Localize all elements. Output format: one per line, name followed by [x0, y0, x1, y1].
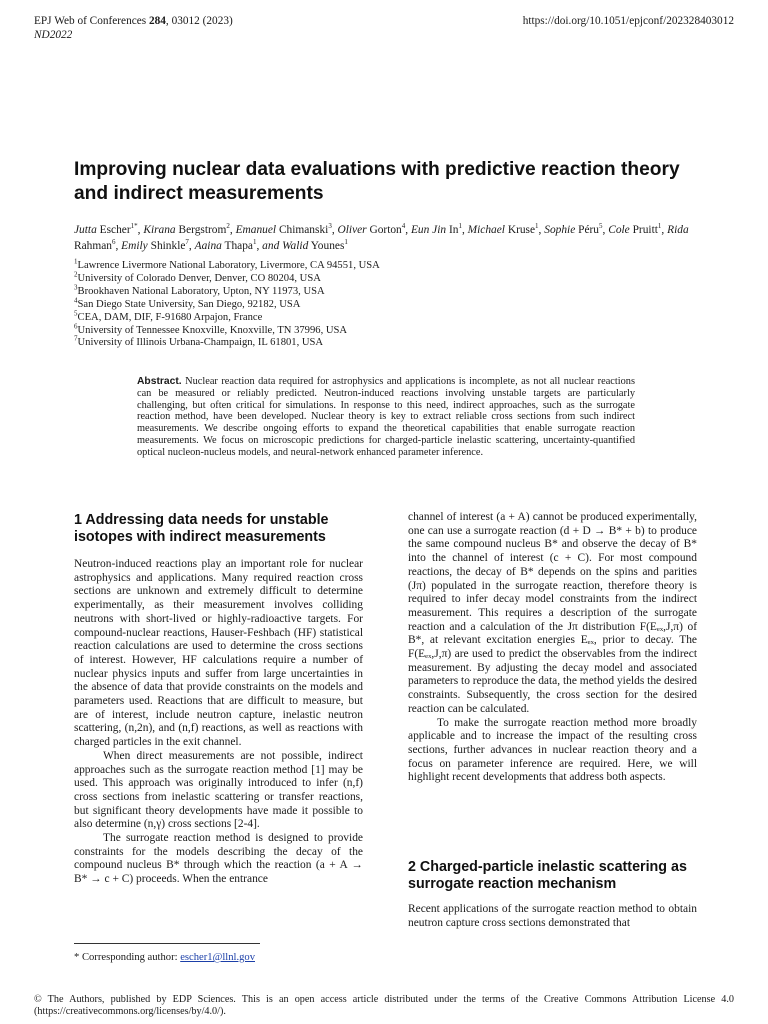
section-2-paragraph-1: Recent applications of the surrogate reaction method to obtain neutron capture cross sections demonstrated that: [408, 903, 697, 929]
abstract-label: Abstract.: [137, 376, 182, 387]
affiliation-number: 6: [74, 322, 78, 330]
abstract: [137, 376, 635, 458]
author: [411, 224, 462, 236]
author-family-name: Younes: [310, 239, 345, 252]
affiliation-text: Lawrence Livermore National Laboratory, Livermore, CA 94551, USA: [77, 260, 380, 271]
affiliation: [74, 322, 694, 338]
section-1-paragraph-2: When direct measurements are not possible, indirect approaches such as the surrogate reaction method [1] may be used. This approach was originally introduced to infer (n,f) cross sections from inelastic scattering or transfer reactions, but significant theory developments have made it possible to also determine (n,γ) cross sections [2-4].: [74, 749, 363, 831]
author-given-name: Rida: [667, 224, 689, 236]
affiliation: [74, 283, 694, 299]
author-family-name: Escher: [99, 224, 131, 236]
author-given-name: Eun Jin: [410, 224, 447, 236]
affiliation: [74, 270, 694, 286]
right-column-section-2: [408, 859, 697, 930]
journal-volume: 284: [148, 15, 166, 27]
affiliation-text: San Diego State University, San Diego, 92182, USA: [77, 298, 301, 310]
footnote-prefix: * Corresponding author:: [74, 952, 181, 963]
author-given-name: Emily: [121, 239, 148, 252]
author-affiliation-marker: 1*: [130, 222, 138, 231]
affiliation: [74, 296, 694, 312]
journal-suffix: , 03012 (2023): [165, 15, 233, 27]
author-given-name: Kirana: [143, 224, 176, 236]
author-affiliation-marker: 7: [185, 237, 189, 246]
author: [262, 237, 348, 252]
author: [194, 237, 257, 252]
author: [236, 224, 332, 236]
author: [143, 224, 230, 236]
author-affiliation-marker: 1: [458, 222, 462, 231]
affiliation-number: 5: [74, 309, 78, 318]
section-1-paragraph-4: channel of interest (a + A) cannot be produced experimentally, one can use a surrogate reaction (d + D → B* + b) to produce the same compound nucleus B* and observe the decay of B* into the channel of interest (c + C). For most compound reactions, the decay of B* depends on the spins and parities (Jπ) populated in the surrogate reaction, therefore theory is required to infer decay model constraints from the indirect measurement. This requires a description of the surrogate reaction and a calculation of the Jπ distribution F(Eₑₓ,J,π) of B*, at relevant excitation energies Eₑₓ, prior to decay. The F(Eₑₓ,J,π) are used to predict the observables from the indirect measurement. By adjusting the decay model and associated parameters to reproduce the data, the method yields the desired constraints. Subsequently, the cross section for the desired reaction can be calculated.: [408, 511, 698, 715]
author-affiliation-marker: 5: [599, 222, 603, 231]
author-given-name: Sophie: [544, 224, 576, 236]
author-family-name: In: [448, 224, 459, 236]
author-affiliation-marker: 1: [252, 237, 257, 246]
left-column: [74, 512, 363, 887]
affiliation-number: 3: [74, 283, 78, 292]
affiliation-text: Brookhaven National Laboratory, Upton, NY 11973, USA: [77, 285, 325, 297]
author: [74, 224, 138, 236]
author-given-name: Aaina: [194, 239, 222, 252]
author-family-name: Gorton: [369, 224, 402, 236]
license-notice: © The Authors, published by EDP Sciences. This is an open access article distributed under the terms of the Creative Commons Attribution License 4.0 (https://creativecommons.org/licenses/by/4.0/).: [34, 994, 734, 1018]
author-affiliation-marker: 3: [328, 222, 332, 231]
affiliation: [74, 309, 694, 325]
author-given-name: Oliver: [337, 224, 367, 236]
conference-name: ND2022: [34, 29, 73, 41]
author-given-name: and Walid: [262, 239, 309, 252]
affiliation: [74, 257, 694, 273]
affiliation: [74, 334, 694, 350]
author: [468, 224, 539, 236]
author-given-name: Emanuel: [235, 224, 277, 236]
affiliation-text: University of Tennessee Knoxville, Knoxville, TN 37996, USA: [77, 324, 348, 336]
author-family-name: Bergstrom: [178, 224, 227, 236]
author-family-name: Shinkle: [150, 239, 186, 252]
abstract-text: Nuclear reaction data required for astrophysics and applications is incomplete, as not all nuclear reactions can be measured or reliably predicted. Neutron-induced reactions involving unstable targets are particularly challenging, but often critical for simulations. In response to this need, indirect approaches, such as the surrogate reaction method, have been developed. Nuclear theory is key to extract reliable cross sections from such indirect measurements. We describe ongoing efforts to expand the theoretical capabilities that enable surrogate reaction measurements. We focus on microscopic predictions for charged-particle inelastic scattering, uncertainty-quantified optical nucleon-nucleus models, and neural-network enhanced parameter inference.: [137, 376, 635, 458]
author-affiliation-marker: 1: [344, 237, 348, 246]
author-affiliation-marker: 4: [401, 222, 406, 231]
section-1-paragraph-3: The surrogate reaction method is designed to provide constraints for the models describing the decay of the compound nucleus B* through which the reaction (a + A → B* → c + C) proceeds. When the entrance: [74, 832, 363, 886]
author-given-name: Michael: [467, 224, 505, 236]
author-family-name: Kruse: [507, 224, 536, 236]
section-1-paragraph-1: Neutron-induced reactions play an important role for nuclear astrophysics and applications. Many required reaction cross sections are unknown and extremely difficult to determine experimentally, as their measurement involves colliding neutrons with short-lived or highly-radioactive targets. For compound-nuclear reactions, Hauser-Feshbach (HF) statistical reaction calculations are used to determine the cross sections of interest. However, HF calculations require a number of nuclear physics inputs and suffer from large uncertainties in the absence of data that provide constraints on the models and parameters used. Reactions that are difficult to measure, but are of interest, include neutron capture, inelastic neutron scattering, (n,2n), and (n,f) reactions, as well as reactions with charged particles in the exit channel.: [74, 558, 363, 749]
affiliation-list: [74, 257, 694, 350]
doi-link[interactable]: https://doi.org/10.1051/epjconf/202328403012: [522, 15, 734, 27]
footnote: [74, 951, 255, 964]
author: [121, 237, 189, 252]
author-affiliation-marker: 1: [535, 222, 539, 231]
affiliation-number: 4: [74, 296, 78, 305]
author-family-name: Péru: [578, 224, 600, 236]
paper-title: Improving nuclear data evaluations with predictive reaction theory and indirect measurements: [74, 159, 680, 204]
author-list: Jutta Escher$^{1*}$, Kirana Bergstrom$^2$, Emanuel Chimanski$^3$, Oliver Gorton$^4$, Eun Jin In$^1$, Michael Kruse$^1$, Sophie Péru$^5$, Cole Pruitt$^1$, Rida Rahman$^6$, Emily Shinkle$^7$, Aaina Thapa$^1$, and Walid Younes$^1$: [74, 222, 689, 252]
author-given-name: Jutta: [74, 224, 97, 236]
affiliation-number: 7: [74, 334, 78, 343]
author-affiliation-marker: 6: [111, 237, 116, 246]
journal-prefix: EPJ Web of Conferences: [34, 15, 149, 27]
author-affiliation-marker: 2: [226, 222, 230, 231]
author-family-name: Chimanski: [278, 224, 329, 236]
author: [338, 224, 406, 236]
journal-citation: [34, 15, 233, 28]
right-column: [408, 511, 697, 785]
footnote-rule: [74, 943, 260, 944]
author: [608, 224, 661, 236]
section-1-paragraph-5: To make the surrogate reaction method more broadly applicable and to increase the impact of the resulting cross sections, further advances in nuclear reaction theory and a focus on parameter inference are required. Here, we will highlight recent developments that address both aspects.: [408, 716, 697, 784]
author-family-name: Pruitt: [632, 224, 658, 236]
affiliation-text: University of Illinois Urbana-Champaign, IL 61801, USA: [77, 337, 324, 349]
affiliation-text: University of Colorado Denver, Denver, CO 80204, USA: [77, 272, 321, 284]
author: [544, 224, 602, 236]
author-family-name: Rahman: [74, 239, 112, 252]
affiliation-number: 1: [74, 257, 78, 266]
section-2-heading: 2 Charged-particle inelastic scattering as surrogate reaction mechanism: [408, 859, 687, 892]
section-1-heading: 1 Addressing data needs for unstable isotopes with indirect measurements: [74, 512, 329, 545]
affiliation-text: CEA, DAM, DIF, F-91680 Arpajon, France: [77, 311, 263, 323]
affiliation-number: 2: [74, 270, 78, 279]
author-given-name: Cole: [608, 224, 630, 236]
author-email-link[interactable]: escher1@llnl.gov: [180, 952, 255, 963]
author-family-name: Thapa: [224, 239, 253, 252]
author-affiliation-marker: 1: [657, 222, 662, 231]
